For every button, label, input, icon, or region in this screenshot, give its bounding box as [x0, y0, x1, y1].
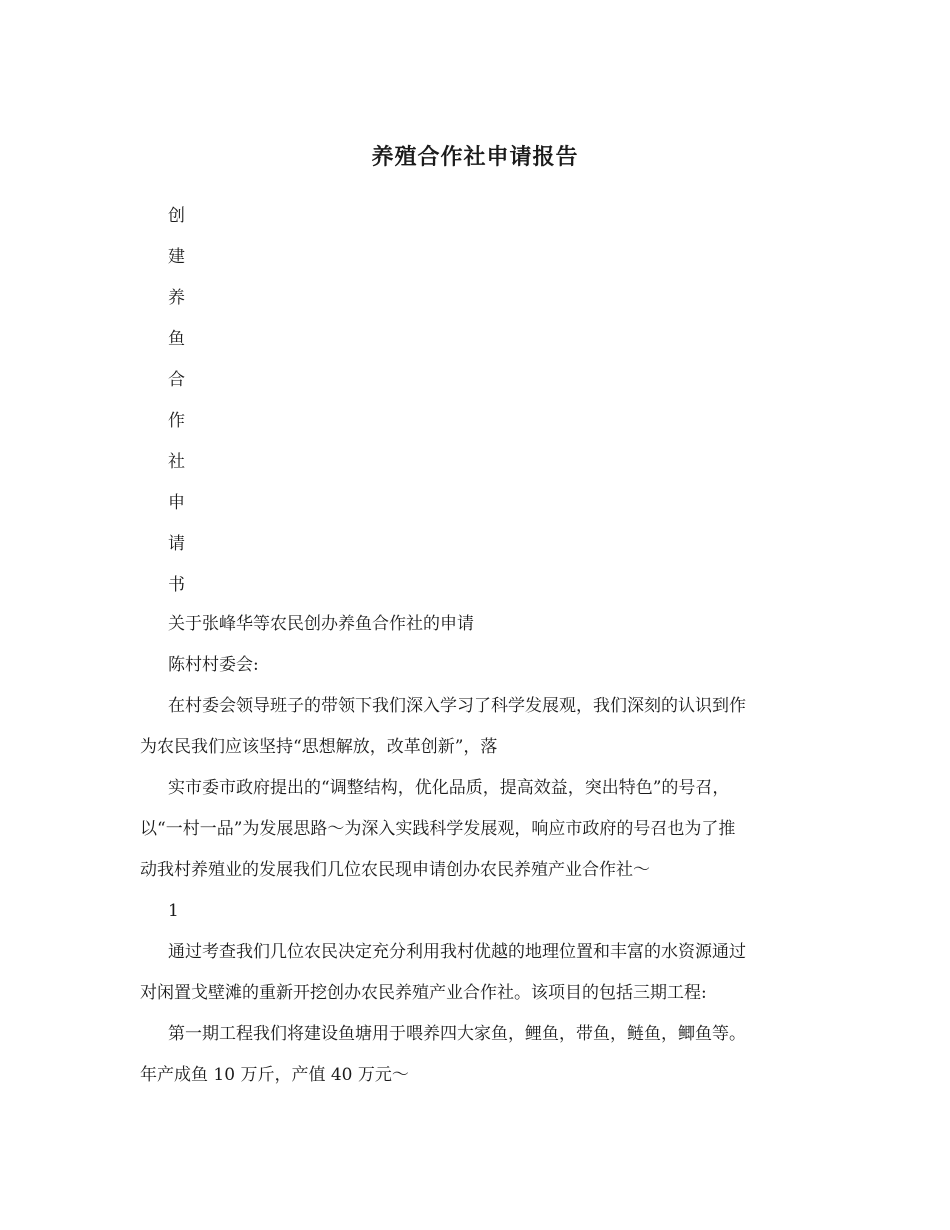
vertical-title-char: 申	[168, 493, 185, 513]
paragraph-line: 对闲置戈壁滩的重新开挖创办农民养殖产业合作社。该项目的包括三期工程:	[140, 983, 707, 1003]
paragraph-line: 在村委会领导班子的带领下我们深入学习了科学发展观，我们深刻的认识到作	[168, 696, 746, 716]
vertical-title-char: 作	[168, 411, 185, 431]
vertical-title-char: 请	[168, 534, 185, 554]
paragraph-line: 以“一村一品”为发展思路～为深入实践科学发展观，响应市政府的号召也为了推	[140, 819, 736, 839]
paragraph-line: 实市委市政府提出的“调整结构，优化品质，提高效益，突出特色”的号召，	[168, 778, 730, 798]
vertical-title-char: 合	[168, 370, 185, 390]
vertical-title-char: 创	[168, 206, 185, 226]
subject-line: 关于张峰华等农民创办养鱼合作社的申请	[168, 614, 474, 634]
paragraph-line: 动我村养殖业的发展我们几位农民现申请创办农民养殖产业合作社～	[140, 860, 650, 880]
paragraph-line: 为农民我们应该坚持“思想解放，改革创新”，落	[140, 737, 498, 757]
vertical-title-char: 社	[168, 452, 185, 472]
salutation: 陈村村委会:	[168, 655, 259, 675]
paragraph-line: 通过考查我们几位农民决定充分利用我村优越的地理位置和丰富的水资源通过	[168, 942, 746, 962]
vertical-title-char: 养	[168, 288, 185, 308]
vertical-title-char: 鱼	[168, 329, 185, 349]
vertical-title-char: 书	[168, 575, 185, 595]
paragraph-line: 年产成鱼 10 万斤，产值 40 万元～	[140, 1065, 409, 1085]
document-title: 养殖合作社申请报告	[371, 144, 579, 170]
page-number: 1	[168, 901, 179, 921]
vertical-title-char: 建	[168, 247, 185, 267]
paragraph-line: 第一期工程我们将建设鱼塘用于喂养四大家鱼，鲤鱼，带鱼，鲢鱼，鲫鱼等。	[168, 1024, 746, 1044]
